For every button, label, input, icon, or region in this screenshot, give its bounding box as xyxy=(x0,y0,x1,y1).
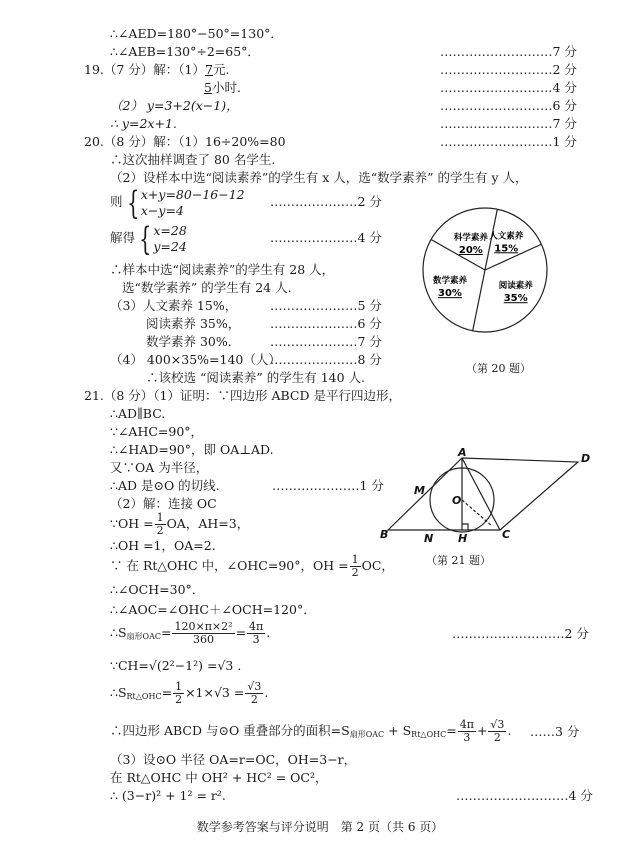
pie-label-3: 科学素养 xyxy=(453,232,488,243)
q20-reading: ∴样本中选“阅读素养”的学生有 28 人， xyxy=(110,262,335,277)
page-footer: 数学参考答案与评分说明 第 2 页（共 6 页） xyxy=(196,820,444,834)
q20-part4: （4） 400×35%=140（人） xyxy=(110,352,281,367)
points-4b: …………………4 分 xyxy=(270,230,382,245)
label-h: H xyxy=(458,532,468,545)
q20-part3b: 阅读素养 35%， xyxy=(146,316,241,331)
q20-system: 则 { x+y=80−16−12 x−y=4 xyxy=(110,183,245,222)
q21-part1: 21.（8 分）（1）证明：∵四边形 ABCD 是平行四边形， xyxy=(84,388,401,403)
pie-pct-0: 15% xyxy=(494,243,519,255)
q20-math: 选“数学素养” 的学生有 24 人. xyxy=(122,280,292,295)
q21-triangle-area: $\therefore S_{Rt\triangle OHC}=$ $\frac{1}{2}$ ×1×√3 = $\frac{√3}{2}$ . xyxy=(110,680,269,706)
q21-tangent: ∴AD 是⊙O 的切线. xyxy=(110,478,220,493)
q20-part1: 20.（8 分）解：（1）16÷20%=80 xyxy=(84,134,286,149)
label-m: M xyxy=(414,484,425,497)
label-d: D xyxy=(581,452,591,465)
label-o: O xyxy=(452,494,462,507)
segment-oc xyxy=(462,500,492,526)
pie-chart xyxy=(420,200,550,340)
q21-oh-value: ∴OH =1，OA=2. xyxy=(110,538,216,553)
q21-angle-aoc: ∴∠AOC=∠OHC＋∠OCH=120°． xyxy=(110,602,316,617)
points-4: ………………………4 分 xyxy=(440,80,577,95)
label-c: C xyxy=(502,528,511,541)
q21-overlap-area: ∴四边形 ABCD 与⊙O 重叠部分的面积$=S_{扇形OAC} + S_{Rt\triangle OHC}=$ $\frac{4\pi}{3}$ + $\frac{√3}{2}$ . xyxy=(110,718,512,744)
pie-pct-2: 30% xyxy=(438,288,462,300)
points-1b: …………………1 分 xyxy=(272,478,384,493)
label-a: A xyxy=(458,448,467,459)
q20-part3a: （3）人文素养 15%， xyxy=(110,298,238,313)
points-2b: …………………2 分 xyxy=(270,194,382,209)
q20-conclusion: ∴该校选 “阅读素养” 的学生有 140 人. xyxy=(146,370,366,385)
q21-rt-triangle: ∵ 在 Rt△OHC 中，∠OHC=90°，OH = $\frac{1}{2}$ OC， xyxy=(110,553,394,579)
points-2: ………………………2 分 xyxy=(440,62,577,77)
pie-slices xyxy=(423,208,547,332)
q21-radius: 又∵OA 为半径， xyxy=(110,460,209,475)
line-aeb: ∴∠AEB=130°÷2=65°． xyxy=(110,44,260,59)
q19-part2: （2） y=3+2(x−1)， xyxy=(110,98,239,113)
points-6: ………………………6 分 xyxy=(440,98,577,113)
points-2c: ………………………2 分 xyxy=(452,626,589,641)
points-6b: …………………6 分 xyxy=(270,316,382,331)
points-3: ……3 分 xyxy=(530,724,580,739)
q20-sample: ∴这次抽样调查了 80 名学生. xyxy=(110,152,276,167)
q19-part1: 19.（7 分）解：（1）7元. xyxy=(84,62,230,77)
label-b: B xyxy=(380,528,389,541)
line-aed: ∴∠AED=180°−50°=130°． xyxy=(110,26,283,41)
q21-sector-area: $\therefore S_{扇形OAC}=$ $\frac{\text{120×π×2²}}{360}$ = $\frac{4\pi}{3}$ . xyxy=(110,620,271,646)
points-1: ………………………1 分 xyxy=(440,134,577,149)
label-n: N xyxy=(424,532,434,545)
q21-oh-ratio: ∵OH = $\frac{1}{2}$ OA，AH=3， xyxy=(110,511,250,537)
pie-caption: （第 20 题） xyxy=(466,362,531,375)
points-4c: ………………………4 分 xyxy=(456,788,593,803)
q20-solution: 解得 { x=28 y=24 xyxy=(110,219,187,258)
right-angle-mark xyxy=(462,524,468,530)
pie-label-0: 人文素养 xyxy=(489,231,524,242)
q20-part2: （2）设样本中选“阅读素养”的学生有 x 人，选“数学素养” 的学生有 y 人， xyxy=(110,170,528,185)
q21-part2: （2）解：连接 OC xyxy=(110,496,217,511)
pie-pct-3: 20% xyxy=(458,244,483,256)
q21-angle-ahc: ∵∠AHC=90°， xyxy=(110,424,204,439)
points-7: ………………………7 分 xyxy=(440,44,577,59)
points-7c: …………………7 分 xyxy=(270,334,382,349)
q20-part3c: 数学素养 30%. xyxy=(146,334,232,349)
geometry-figure xyxy=(378,448,598,548)
pie-pct-1: 35% xyxy=(503,293,528,305)
points-8: …………………8 分 xyxy=(270,352,382,367)
points-7b: ………………………7 分 xyxy=(440,116,577,131)
q19-hours: 5小时. xyxy=(204,80,241,95)
pie-label-2: 数学素养 xyxy=(432,276,467,287)
q21-angle-och: ∴∠OCH=30°． xyxy=(110,582,205,597)
q21-pythagoras: 在 Rt△OHC 中 OH² + HC² = OC²， xyxy=(110,770,328,785)
pie-label-1: 阅读素养 xyxy=(498,281,533,292)
geometry-caption: （第 21 题） xyxy=(426,554,491,567)
q19-result: ∴ y=2x+1. xyxy=(110,116,177,131)
q21-part3: （3）设⊙O 半径 OA=r=OC，OH=3−r， xyxy=(110,752,357,767)
q21-parallel: ∴AD∥BC. xyxy=(110,406,166,421)
q21-equation: ∴ (3−r)² + 1² = r². xyxy=(110,788,226,803)
points-5: …………………5 分 xyxy=(270,298,382,313)
segment-ac xyxy=(462,458,500,530)
q21-angle-had: ∴∠HAD=90°，即 OA⊥AD. xyxy=(110,442,274,457)
q21-ch: ∵CH=√(2²−1²) =√3 ． xyxy=(110,658,250,673)
